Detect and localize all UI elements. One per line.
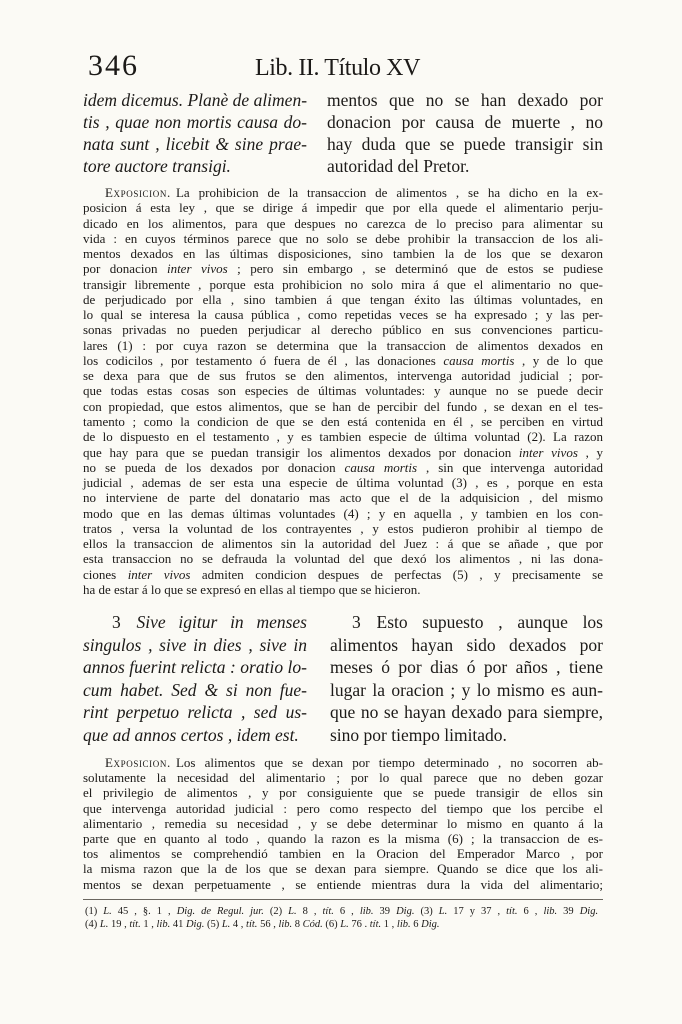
- text-line: [330, 679, 603, 702]
- text-line: [327, 89, 603, 111]
- text-line: [83, 133, 307, 155]
- text-run: que todas estas cosas son especies de últimas voluntades: y aunque no se puede decir: [83, 383, 603, 399]
- text-line: [83, 536, 603, 551]
- text-run: rint perpetuo relicta , sed us-: [83, 702, 307, 723]
- text-run: transigir libremente , porque esta prohibicion no solo mira á que el alimentario no que-: [83, 276, 603, 292]
- text-run: admiten condicion despues de perfectas (5) , y precisamente se: [190, 566, 603, 582]
- text-line: [83, 322, 603, 337]
- text-run: La prohibicion de la transaccion de alimentos , se ha dicho en la ex-: [175, 185, 603, 200]
- text-run: , sin que intervenga autoridad: [417, 459, 603, 475]
- text-run: singulos , sive in dies , sive in: [83, 634, 307, 655]
- text-line: [330, 656, 603, 679]
- text-run: ciones: [83, 566, 128, 582]
- text-run: que hay para que se puedan transigir los alimentos dexados por donacion: [83, 444, 519, 460]
- text-run: 1 ,: [381, 919, 397, 930]
- text-line: [83, 701, 307, 724]
- text-run: annos fuerint relicta : oratio lo-: [83, 657, 307, 678]
- italic-phrase: lib.: [396, 919, 411, 930]
- text-line: [85, 918, 598, 931]
- italic-phrase: Dig.: [421, 919, 440, 930]
- text-line: [83, 111, 307, 133]
- law-text-spanish-column: [327, 89, 603, 177]
- text-run: tis , quae non mortis causa do-: [83, 112, 307, 132]
- text-run: sonas privadas no pueden perjudicar al derecho público en sus convenciones particu-: [83, 322, 603, 338]
- footnote-rule: [83, 899, 603, 900]
- law-3-latin-column: [83, 611, 307, 747]
- italic-phrase: inter vivos: [127, 566, 191, 582]
- text-line: [327, 133, 603, 155]
- italic-phrase: L.: [340, 919, 349, 930]
- text-line: [327, 111, 603, 133]
- text-line: [83, 521, 603, 536]
- text-run: mentos que no se han dexado por: [327, 90, 603, 110]
- text-line: [83, 277, 603, 292]
- text-run: cum habet. Sed & si non fue-: [83, 679, 307, 700]
- text-line: [83, 724, 307, 747]
- text-line: [83, 755, 603, 770]
- italic-phrase: lib.: [543, 906, 558, 917]
- text-run: los codicilos , por testamento ó fuera de él , las donaciones: [83, 352, 444, 368]
- italic-phrase: inter vivos: [166, 261, 228, 277]
- text-run: 17 y 37 ,: [447, 906, 507, 917]
- text-run: tamento ; como la condicion de que se den está contenida en él , se perciben en virtud: [83, 413, 603, 429]
- text-run: solutamente la necesidad del alimentario ; por lo qual parece que no deben gozar: [83, 770, 603, 786]
- text-line: [83, 216, 603, 231]
- text-run: mentos dexados en las últimas disposiciones, sino tambien la de los que se dexaron: [83, 246, 603, 262]
- text-run: por donacion: [83, 261, 167, 277]
- text-line: [83, 475, 603, 490]
- text-line: [83, 383, 603, 398]
- italic-phrase: tít.: [246, 919, 258, 930]
- text-line: [83, 200, 603, 215]
- text-run: ha de estar á lo que se expresó en ellas al tiempo que se hicieron.: [83, 581, 421, 597]
- text-run: hay duda que se puede transigir sin: [327, 134, 603, 154]
- text-run: ellos la transaccion de alimentos sin la autoridad del Juez : á que se añade , que por: [83, 536, 603, 552]
- italic-phrase: causa mortis: [443, 352, 515, 368]
- running-title: Lib. II. Título XV: [255, 55, 421, 81]
- text-line: [330, 724, 603, 747]
- text-run: (6): [322, 919, 341, 930]
- text-run: lares (1) : por cuya razon se determina que la transaccion de alimentos dexados en: [83, 337, 603, 353]
- text-line: [83, 89, 307, 111]
- text-line: [83, 429, 603, 444]
- italic-phrase: L.: [221, 919, 231, 930]
- italic-phrase: tít.: [129, 919, 141, 930]
- text-run: 56 ,: [257, 919, 279, 930]
- text-run: 39: [557, 906, 580, 917]
- text-run: no interviene de parte del donatario mas acto que el de la adquisicion , del mismo: [83, 490, 603, 506]
- text-run: posicion á esta ley , que se dirige á impedir que por ella quede el alimentario perju-: [83, 200, 603, 216]
- text-line: [83, 445, 603, 460]
- italic-phrase: Dig. de Regul. jur.: [176, 906, 264, 917]
- italic-phrase: lib.: [359, 906, 374, 917]
- text-run: la misma razon que la de los que se dexan para siempre. Quando se dice que los ali-: [83, 861, 603, 877]
- text-run: Los alimentos que se dexan por tiempo determinado , no socorren ab-: [175, 755, 603, 770]
- law-text-latin-column: [83, 89, 307, 177]
- text-line: [83, 185, 603, 200]
- text-line: [83, 399, 603, 414]
- italic-phrase: Dig.: [185, 919, 205, 930]
- text-run: (3): [414, 906, 439, 917]
- text-line: [83, 634, 307, 657]
- italic-phrase: L.: [103, 906, 112, 917]
- text-line: [83, 801, 603, 816]
- text-run: de lo dispuesto en el testamento , y es tambien especie de última voluntad (2). La razon: [83, 429, 603, 445]
- text-line: [83, 231, 603, 246]
- text-line: [83, 567, 603, 582]
- italic-phrase: tít.: [369, 919, 382, 930]
- text-run: el privilegio de alimentos , y por consiguiente que se puede transigir de ellos sin: [83, 785, 603, 801]
- text-line: [83, 816, 603, 831]
- italic-phrase: Dig.: [579, 906, 599, 917]
- text-run: (2): [263, 906, 289, 917]
- italic-phrase: inter vivos: [518, 444, 578, 460]
- text-run: (4): [85, 919, 100, 930]
- text-run: mentos se dexan perpetuamente , se entiende mientras dura la vida del alimentario;: [83, 876, 603, 892]
- text-run: judicial , ademas de ser esta una especie de última voluntad (3) , es , porque en esta: [83, 475, 603, 491]
- italic-phrase: lib.: [278, 919, 293, 930]
- text-line: [83, 460, 603, 475]
- text-run: meses ó por dias ó por años , tiene: [330, 657, 603, 678]
- text-run: ; pero sin embargo , se determinó que de estos se pudiese: [227, 261, 603, 277]
- text-run: (1): [85, 906, 104, 917]
- text-run: Sive igitur in menses: [136, 612, 307, 632]
- text-line: [83, 551, 603, 566]
- text-run: idem dicemus. Planè de alimen-: [83, 90, 308, 110]
- exposition-paragraph: [83, 755, 603, 892]
- text-line: [83, 292, 603, 307]
- text-run: nata sunt , licebit & sine prae-: [83, 134, 307, 154]
- text-run: con propiedad, que estos alimentos, que se han de percibir del fundo , se dexan en el tes-: [83, 398, 603, 414]
- text-line: [83, 679, 307, 702]
- text-line: [330, 634, 603, 657]
- text-run: no se pueda de los dexados por donacion: [83, 459, 345, 475]
- text-line: [83, 307, 603, 322]
- italic-phrase: L.: [99, 919, 109, 930]
- text-line: [83, 831, 603, 846]
- text-run: que no se hayan dexado para siempre,: [330, 702, 603, 723]
- text-line: [83, 611, 307, 634]
- text-run: , y: [577, 444, 603, 460]
- italic-phrase: tít.: [322, 906, 334, 917]
- text-run: 4 ,: [230, 919, 247, 930]
- text-run: autoridad del Pretor.: [327, 156, 470, 176]
- text-line: [83, 877, 603, 892]
- text-line: [83, 490, 603, 505]
- footnotes: [85, 905, 598, 931]
- text-line: [330, 701, 603, 724]
- text-line: [83, 582, 603, 597]
- text-run: esta transaccion no se defrauda la voluntad del que dexó los alimentos , ni las dona-: [83, 551, 603, 567]
- text-run: que intervenga autoridad judicial : pero como respecto del tiempo que los percibe el: [83, 800, 603, 816]
- exposition-paragraph: [83, 185, 603, 597]
- text-run: , y de lo que: [514, 352, 603, 368]
- text-run: se dexa para que de sus frutos se den alimentos, intervenga autoridad judicial ; por-: [83, 368, 603, 384]
- exposition-label: Exposicion.: [105, 185, 171, 200]
- text-line: [83, 770, 603, 785]
- italic-phrase: Cód.: [302, 919, 323, 930]
- law-3-spanish-column: [330, 611, 603, 747]
- text-line: [83, 861, 603, 876]
- text-line: [83, 785, 603, 800]
- text-line: [83, 353, 603, 368]
- section-number: 3: [352, 612, 361, 632]
- section-number: 3: [112, 612, 121, 632]
- text-line: [83, 656, 307, 679]
- text-run: tos alimentos se comprehendió tambien en la Oracion del Emperador Marco , por: [83, 846, 603, 862]
- text-run: tratos , versa la voluntad de los contrayentes , y estos pudieron prohibir al tiempo de: [83, 520, 603, 536]
- text-run: que ad annos certos , idem est.: [83, 724, 299, 745]
- text-run: vida : en cuyos términos parece que no solo se debe prohibir la transaccion de los ali-: [83, 230, 603, 246]
- italic-phrase: lib.: [156, 919, 171, 930]
- italic-phrase: causa mortis: [344, 459, 418, 475]
- text-line: [327, 155, 603, 177]
- text-run: 76 .: [348, 919, 370, 930]
- text-run: tore auctore transigi.: [83, 156, 231, 176]
- text-run: lugar la oracion ; y lo mismo es aun-: [330, 679, 603, 700]
- page-number: 346: [88, 49, 139, 82]
- text-line: [83, 368, 603, 383]
- text-line: [83, 261, 603, 276]
- text-run: lo qual se interesa la causa pública , como repetidas veces se ha expresado ; y las per-: [83, 307, 603, 323]
- text-run: dicado en los alimentos, para que despues no carezca de lo preciso para alimentar su: [83, 215, 603, 231]
- text-line: [83, 506, 603, 521]
- text-line: [330, 611, 603, 634]
- text-line: [83, 155, 307, 177]
- text-line: [83, 246, 603, 261]
- text-run: 6 ,: [517, 906, 544, 917]
- exposition-label: Exposicion.: [105, 755, 171, 770]
- text-line: [83, 414, 603, 429]
- text-run: 1 ,: [140, 919, 157, 930]
- text-run: de perjudicado por ella , sino tambien á que tengan éxito las últimas voluntades, en: [83, 291, 603, 307]
- text-line: [85, 905, 598, 918]
- text-run: alimentario , remedia su necesidad , y se debe determinar lo mismo en quanto á la: [83, 815, 603, 831]
- text-run: 41: [170, 919, 186, 930]
- text-line: [83, 846, 603, 861]
- text-run: alimentos hayan sido dexados por: [330, 634, 603, 655]
- text-run: 6 ,: [333, 906, 360, 917]
- text-run: 39: [373, 906, 397, 917]
- text-run: (5): [204, 919, 222, 930]
- text-line: [83, 338, 603, 353]
- text-run: modo que en las demas últimas voluntades (4) ; y en aquella , y tambien en los con-: [83, 505, 603, 521]
- italic-phrase: L.: [438, 906, 448, 917]
- italic-phrase: tít.: [506, 906, 518, 917]
- text-run: 19 ,: [108, 919, 130, 930]
- text-run: 6: [410, 919, 422, 930]
- text-run: 45 , §. 1 ,: [111, 906, 177, 917]
- text-run: sino por tiempo limitado.: [330, 724, 507, 745]
- text-run: 8: [292, 919, 303, 930]
- italic-phrase: L.: [288, 906, 297, 917]
- text-run: 8 ,: [296, 906, 323, 917]
- text-run: Esto supuesto , aunque los: [376, 612, 603, 632]
- text-run: donacion por causa de muerte , no: [327, 112, 603, 132]
- italic-phrase: Dig.: [396, 906, 415, 917]
- text-run: parte que en quanto al todo , quando la razon es la misma (6) ; la transaccion de es-: [83, 831, 603, 847]
